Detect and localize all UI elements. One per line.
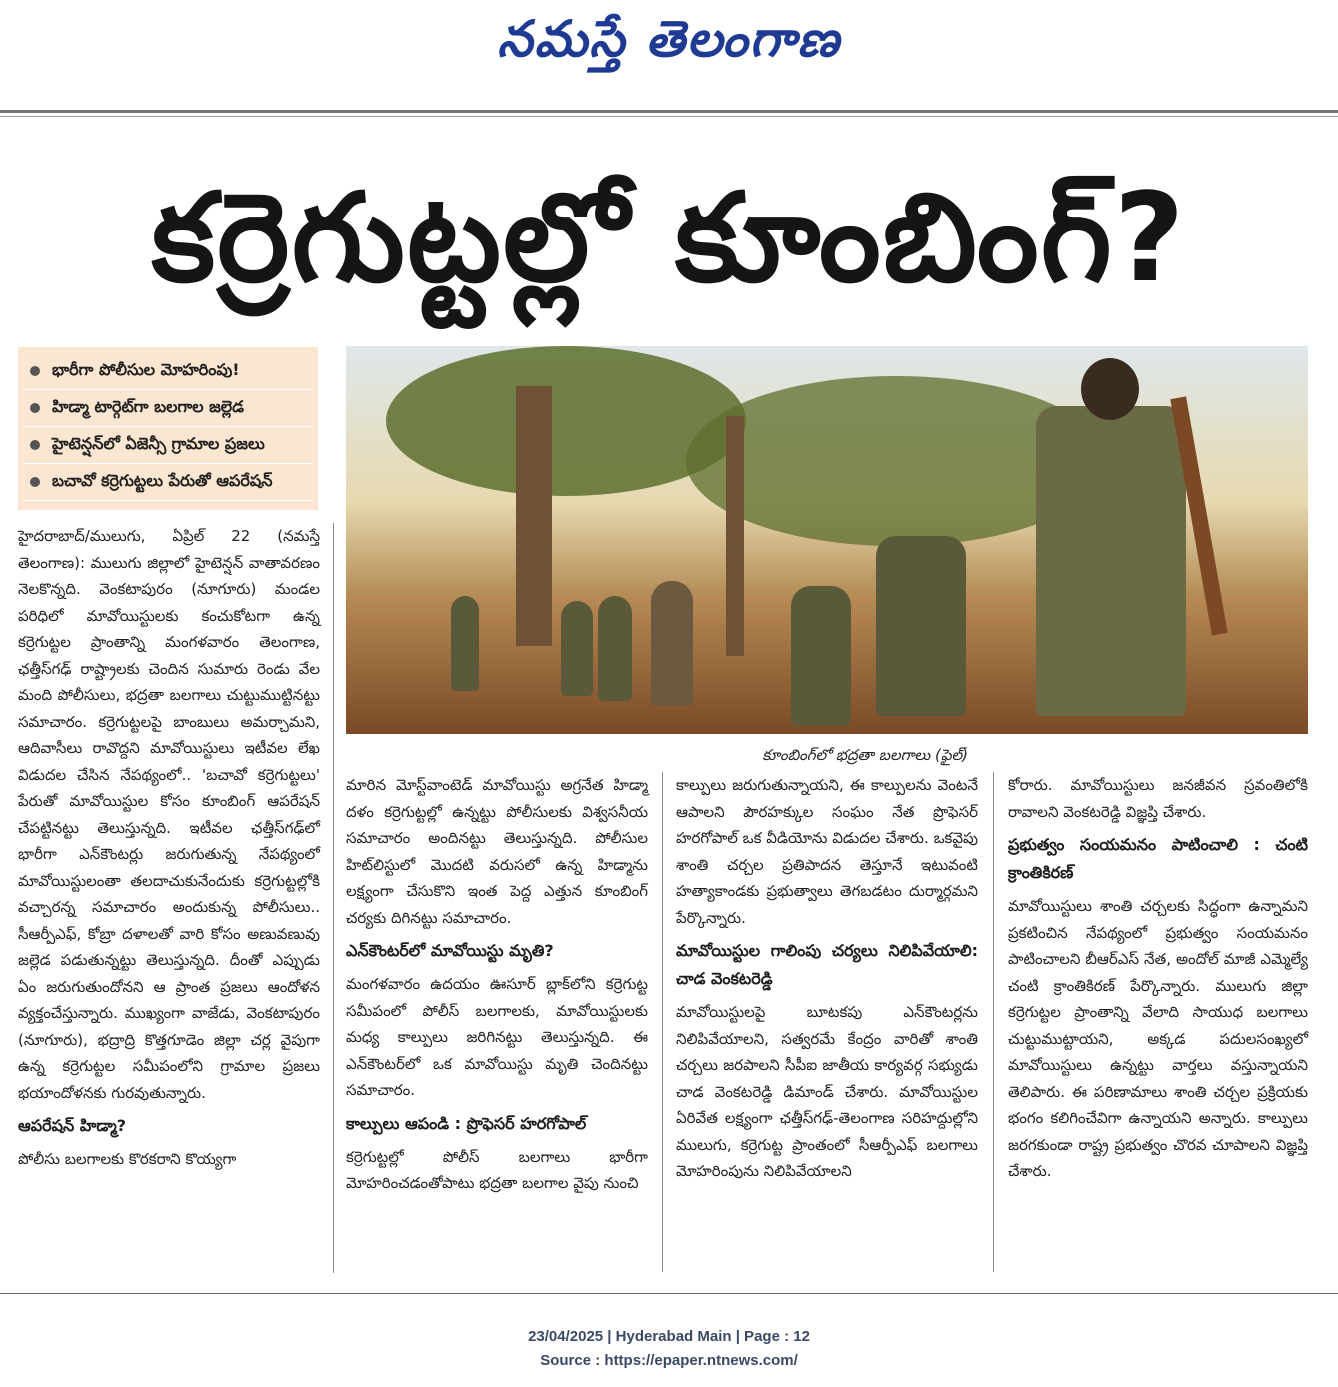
- article-column-4: [1008, 772, 1308, 1185]
- masthead-rule: [0, 110, 1338, 113]
- subheading: ప్రభుత్వం సంయమనం పాటించాలి : చంటి క్రాంతికిరణ్: [1008, 835, 1308, 882]
- soldier-figure: [561, 601, 593, 696]
- article-paragraph: మావోయిస్టులపై బూటకపు ఎన్‌కౌంటర్లను నిలిపివేయాలని, సత్వరమే కేంద్రం వారితో శాంతి చర్చలు జరపాలని సీపీఐ జాతీయ కార్యవర్గ సభ్యుడు చాడ వెంకటరెడ్డి డిమాండ్ చేశారు. మావోయిస్టుల ఏరివేత లక్ష్యంగా ఛత్తీస్‌గఢ్-తెలంగాణ సరిహద్దుల్లోని ములుగు, కర్రెగుట్ట ప్రాంతంలో సీఆర్పీఎఫ్ బలగాలు మోహరింపును నిలిపివేయాలని: [676, 1003, 978, 1180]
- article-paragraph: మారిన మోస్ట్‌వాంటెడ్ మావోయిస్టు అగ్రనేత హిడ్మా దళం కర్రెగుట్టల్లో ఉన్నట్టు పోలీసులకు విశ్వసనీయ సమాచారం అందినట్టు తెలుస్తున్నది. పోలీసుల హిట్‌లిస్టులో మొదటి వరుసలో ఉన్న హిడ్మాను లక్ష్యంగా చేసుకొని ఇంత పెద్ద ఎత్తున కూంబింగ్ చర్యకు దిగినట్టు సమాచారం.: [346, 776, 648, 927]
- subheading: ఎన్‌కౌంటర్‌లో మావోయిస్టు మృతి?: [346, 941, 554, 960]
- article-paragraph: మంగళవారం ఉదయం ఊసూర్ బ్లాక్‌లోని కర్రెగుట్ట సమీపంలో పోలీస్ బలగాలకు, మావోయిస్టులకు మధ్య కాల్పులు జరిగినట్టు తెలుస్తున్నది. ఈ ఎన్‌కౌంటర్‌లో ఒక మావోయిస్టు మృతి చెందినట్టు సమాచారం.: [346, 975, 648, 1099]
- highlight-text: హైటెన్షన్‌లో ఏజెన్సీ గ్రామాల ప్రజలు: [52, 433, 265, 453]
- news-photo: [346, 346, 1308, 734]
- soldier-figure: [876, 536, 966, 716]
- article-column-3: [676, 772, 978, 1185]
- highlight-item: [24, 464, 312, 501]
- article-paragraph: మావోయిస్టులు శాంతి చర్చలకు సిద్ధంగా ఉన్నామని ప్రకటించిన నేపథ్యంలో ప్రభుత్వం సంయమనం పాటించాలని బీఆర్‌ఎస్ నేత, అందోల్ మాజీ ఎమ్మెల్యే చంటి క్రాంతికిరణ్ పేర్కొన్నారు. ములుగు జిల్లా కర్రెగుట్టల ప్రాంతాన్ని వేలాది సాయుధ బలగాలు చుట్టుముట్టాయని, అక్కడ పదులసంఖ్యలో మావోయిస్టులు ఉన్నట్టు వార్తలు వస్తున్నాయని తెలిపారు. ఈ పరిణామాలు శాంతి చర్చల ప్రక్రియకు భంగం కలిగించేవిగా ఉన్నాయని అన్నారు. కాల్పులు జరగకుండా రాష్ట్ర ప్రభుత్వం చొరవ చూపాలని విజ్ఞప్తి చేశారు.: [1008, 897, 1308, 1180]
- article-paragraph: కర్రెగుట్టల్లో పోలీస్ బలగాలు భారీగా మోహరించడంతోపాటు భద్రతా బలగాల వైపు నుంచి: [346, 1147, 648, 1192]
- highlight-item: [24, 353, 312, 390]
- soldier-head: [1081, 358, 1139, 420]
- headline: కర్రెగుట్టల్లో కూంబింగ్?: [151, 167, 1187, 309]
- highlight-text: బచావో కర్రెగుట్టలు పేరుతో ఆపరేషన్: [52, 470, 273, 490]
- column-divider: [662, 772, 663, 1272]
- bullet-icon: [30, 366, 40, 376]
- highlight-text: భారీగా పోలీసుల మోహరింపు!: [52, 359, 240, 379]
- highlight-item: [24, 427, 312, 464]
- page-bottom-rule: [0, 1293, 1338, 1294]
- article-paragraph: కోరారు. మావోయిస్టులు జనజీవన స్రవంతిలోకి రావాలని వెంకటరెడ్డి విజ్ఞప్తి చేశారు.: [1008, 776, 1308, 821]
- subheading: కాల్పులు ఆపండి : ప్రొఫెసర్ హరగోపాల్: [346, 1113, 587, 1133]
- highlights-box: [18, 347, 318, 510]
- newspaper-logo: నమస్తే తెలంగాణ: [497, 9, 841, 68]
- photo-caption: కూంబింగ్‌లో భద్రతా బలగాలు (ఫైల్): [762, 746, 968, 764]
- article-paragraph: హైదరాబాద్/ములుగు, ఏప్రిల్ 22 (నమస్తే తెలంగాణ): ములుగు జిల్లాలో హైటెన్షన్ వాతావరణం నెలకొన్నది. వెంకటాపురం (నూగూరు) మండల పరిధిలో మావోయిస్టులకు కంచుకోటగా ఉన్న కర్రెగుట్టల ప్రాంతాన్ని మంగళవారం తెలంగాణ, ఛత్తీస్‌గఢ్ రాష్ట్రాలకు చెందిన సుమారు రెండు వేల మంది పోలీసులు, భద్రతా బలగాలు చుట్టుముట్టినట్టు సమాచారం. కర్రెగుట్టలపై బాంబులు అమర్చామని, ఆదివాసీలు రావొద్దని మావోయిస్టులు ఇటీవల లేఖ విడుదల చేసిన నేపథ్యంలో.. 'బచావో కర్రెగుట్టలు' పేరుతో మావోయిస్టుల కోసం కూంబింగ్ ఆపరేషన్ చేపట్టినట్టు తెలుస్తున్నది. ఇటీవల ఛత్తీస్‌గఢ్‌లో భారీగా ఎన్‌కౌంటర్లు జరుగుతున్న నేపథ్యంలో మావోయిస్టులంతా తలదాచుకునేందుకు కర్రెగుట్టల్లోకి వచ్చారన్న సమాచారం అందుకున్న పోలీసులు.. సీఆర్పీఎఫ్, కోబ్రా దళాలతో వారి కోసం అణువణువు జల్లెడ పడుతున్నట్టు తెలుస్తున్నది. దీంతో ఎప్పుడు ఏం జరుగుతుందోనని ఆ ప్రాంత ప్రజలు ఆందోళన వ్యక్తంచేస్తున్నారు. ముఖ్యంగా వాజేడు, వెంకటాపురం (నూగూరు), భద్రాద్రి కొత్తగూడెం జిల్లా చర్ల వైపుగా ఉన్న కర్రెగుట్టల సమీపంలోని గ్రామాల ప్రజలు భయాందోళనకు గురవుతున్నారు.: [18, 527, 320, 1102]
- masthead-rule-thin: [0, 116, 1338, 117]
- soldier-figure: [451, 596, 479, 691]
- soldier-figure: [1036, 406, 1186, 716]
- subheading: ఆపరేషన్ హిడ్మా?: [18, 1116, 127, 1135]
- highlight-text: హిడ్మా టార్గెట్‌గా బలగాల జల్లెడ: [52, 396, 244, 416]
- article-paragraph: కాల్పులు జరుగుతున్నాయని, ఈ కాల్పులను వెంటనే ఆపాలని పౌరహక్కుల సంఘం నేత ప్రొఫెసర్ హరగోపాల్ ఒక వీడియోను విడుదల చేశారు. ఒకవైపు శాంతి చర్చల ప్రతిపాదన తెస్తూనే ఇటువంటి హత్యాకాండకు ప్రభుత్వాలు తెగబడటం దుర్మార్గమని పేర్కొన్నారు.: [676, 776, 978, 927]
- subheading: మావోయిస్టుల గాలింపు చర్యలు నిలిపివేయాలి: చాడ వెంకటరెడ్డి: [676, 941, 978, 988]
- masthead: [0, 0, 1338, 78]
- column-divider: [333, 523, 334, 1273]
- tree-trunk: [516, 386, 552, 646]
- highlight-item: [24, 390, 312, 427]
- article-column-1: [18, 523, 320, 1173]
- article-paragraph: పోలీసు బలగాలకు కొరకరాని కొయ్యగా: [18, 1150, 237, 1168]
- article-column-2: [346, 772, 648, 1197]
- bullet-icon: [30, 477, 40, 487]
- bullet-icon: [30, 440, 40, 450]
- source-link[interactable]: Source : https://epaper.ntnews.com/: [540, 1352, 798, 1369]
- soldier-figure: [651, 581, 693, 706]
- tree-trunk: [726, 416, 744, 656]
- soldier-figure: [598, 596, 632, 701]
- edition-info: 23/04/2025 | Hyderabad Main | Page : 12: [528, 1328, 810, 1345]
- bullet-icon: [30, 403, 40, 413]
- page-footer: [0, 1325, 1338, 1373]
- column-divider: [993, 772, 994, 1272]
- soldier-figure: [791, 586, 851, 726]
